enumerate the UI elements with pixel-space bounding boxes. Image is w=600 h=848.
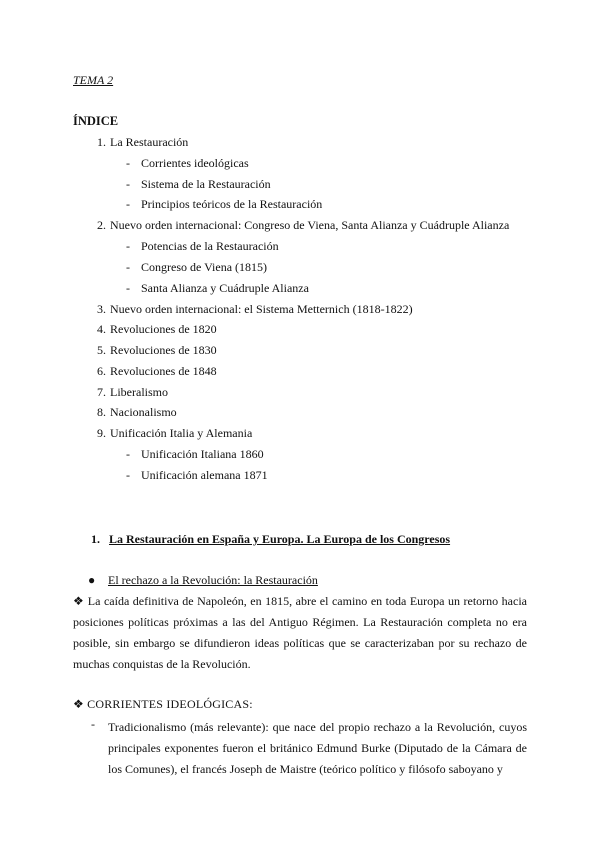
section-subheading: ● El rechazo a la Revolución: la Restauración [88, 573, 318, 587]
index-subitem: - Corrientes ideológicas [126, 156, 249, 170]
dash-marker: - [91, 717, 95, 731]
bullet-icon: ● [88, 573, 96, 587]
index-subitem: - Potencias de la Restauración [126, 239, 279, 253]
index-item: 3. Nuevo orden internacional: el Sistema Metternich (1818-1822) [97, 302, 413, 316]
index-subitem: - Santa Alianza y Cuádruple Alianza [126, 281, 309, 295]
index-item: 8. Nacionalismo [97, 405, 177, 419]
index-item: 1. La Restauración [97, 135, 189, 149]
section-heading: 1. La Restauración en España y Europa. La Europa de los Congresos [91, 532, 451, 546]
index-subitem: - Congreso de Viena (1815) [126, 260, 268, 274]
index-item: 5. Revoluciones de 1830 [97, 343, 217, 357]
index-item: 2. Nuevo orden internacional: Congreso de Viena, Santa Alianza y Cuádruple Alianza [97, 218, 510, 232]
index-subitem: - Unificación alemana 1871 [126, 468, 268, 482]
index-item: 6. Revoluciones de 1848 [97, 364, 217, 378]
index-heading: ÍNDICE [73, 114, 119, 128]
index-item: 4. Revoluciones de 1820 [97, 322, 217, 336]
intro-paragraph: ❖ La caída definitiva de Napoleón, en 1815, abre el camino en toda Europa un retorno hacia posiciones políticas próximas a las del Antiguo Régimen. La Restauración completa no era posible, sin embargo se difundieron ideas políticas que se caracterizaban por su rechazo de muchas conquistas de la Revolución. [73, 594, 527, 671]
index-subitem: - Unificación Italiana 1860 [126, 447, 264, 461]
currents-heading: ❖ CORRIENTES IDEOLÓGICAS: [73, 697, 253, 711]
currents-item-text: Tradicionalismo (más relevante): que nace del propio rechazo a la Revolución, cuyos principales exponentes fueron el británico Edmund Burke (Diputado de la Cámara de los Comunes), el francés Joseph de Maistre (teórico político y filósofo saboyano y [108, 720, 527, 776]
index-item: 7. Liberalismo [97, 385, 168, 399]
index-item: 9. Unificación Italia y Alemania [97, 426, 253, 440]
index-subitem: - Sistema de la Restauración [126, 177, 271, 191]
document-title: TEMA 2 [73, 73, 114, 87]
index-subitem: - Principios teóricos de la Restauración [126, 197, 323, 211]
